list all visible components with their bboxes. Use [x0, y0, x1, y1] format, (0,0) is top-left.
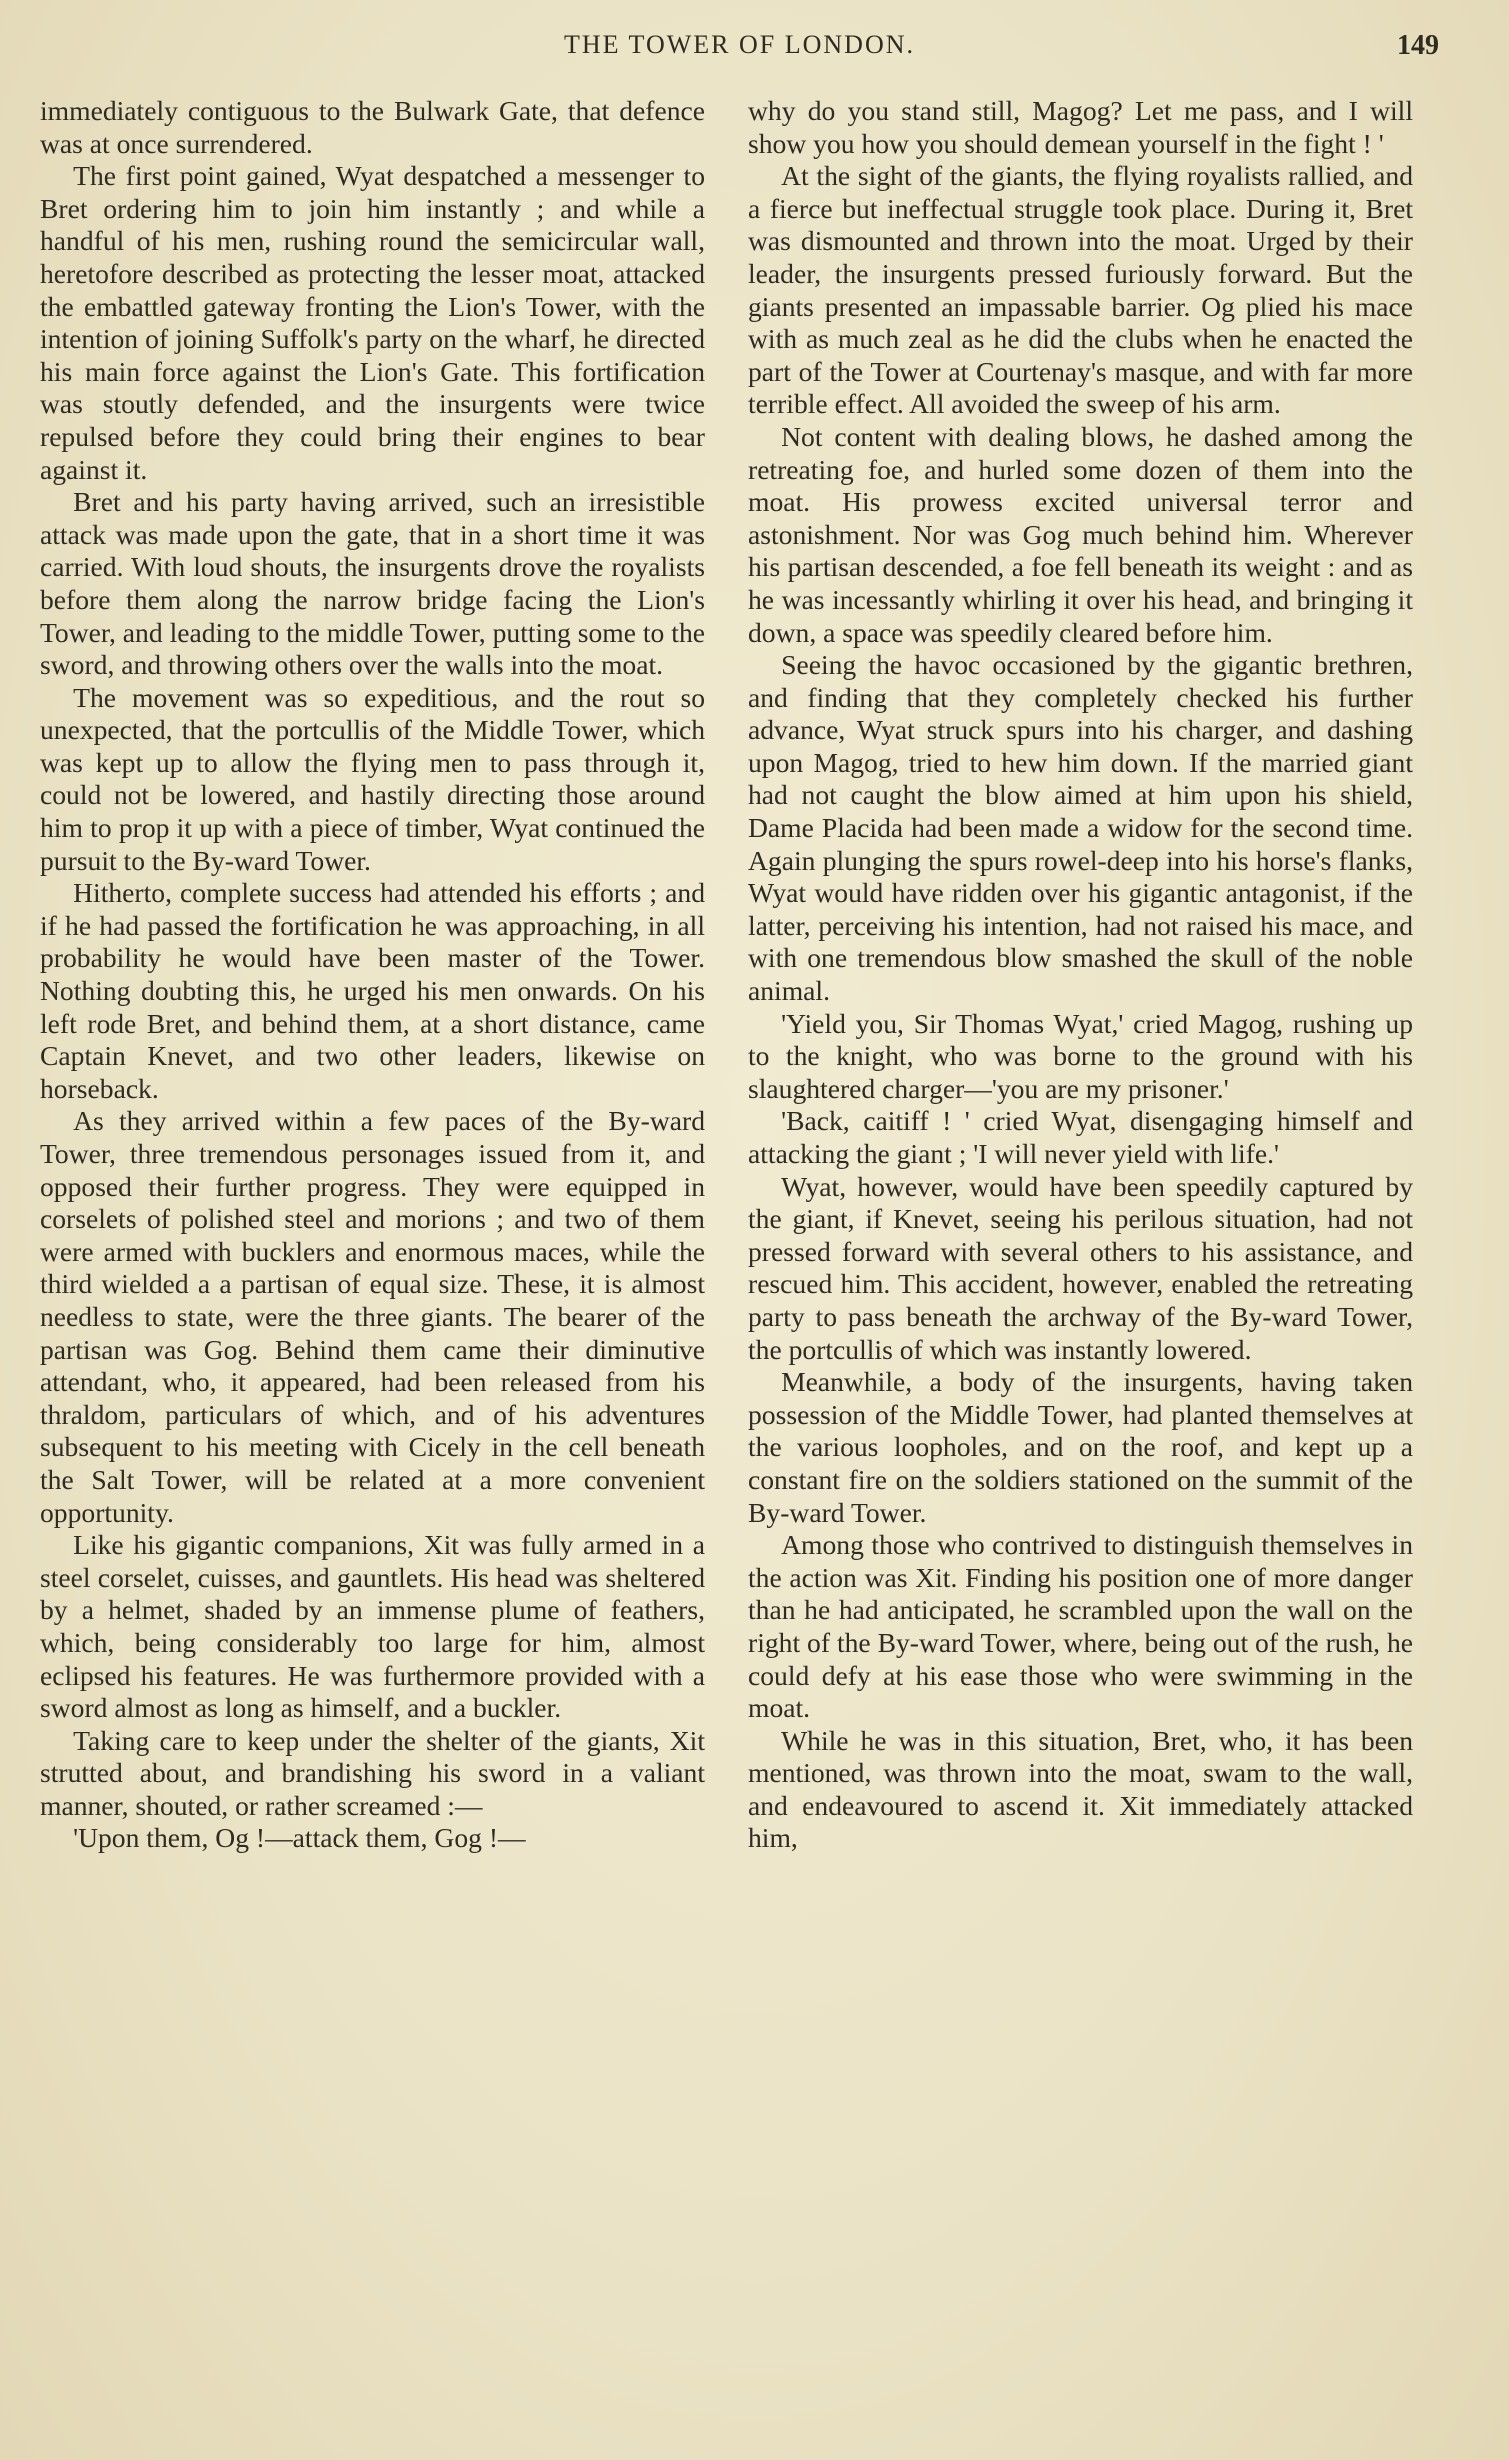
paragraph: 'Back, caitiff ! ' cried Wyat, disengaging himself and attacking the giant ; 'I will never yield with life.' [748, 1105, 1413, 1169]
paragraph: Seeing the havoc occasioned by the gigantic brethren, and finding that they completely checked his further advance, Wyat struck spurs into his charger, and dashing upon Magog, tried to hew him down. If the married giant had not caught the blow aimed at him upon his shield, Dame Placida had been made a widow for the second time. Again plunging the spurs rowel-deep into his horse's flanks, Wyat would have ridden over his gigantic antagonist, if the latter, perceiving his intention, had not raised his mace, and with one tremendous blow smashed the skull of the noble animal. [748, 649, 1413, 1007]
paragraph: Wyat, however, would have been speedily captured by the giant, if Knevet, seeing his perilous situation, had not pressed forward with several others to his assistance, and rescued him. This accident, however, enabled the retreating party to pass beneath the archway of the By-ward Tower, the portcullis of which was instantly lowered. [748, 1170, 1413, 1365]
paragraph: Like his gigantic companions, Xit was fully armed in a steel corselet, cuisses, and gauntlets. His head was sheltered by a helmet, shaded by an immense plume of feathers, which, being considerably too large for him, almost eclipsed his features. He was furthermore provided with a sword almost as long as himself, and a buckler. [40, 1529, 705, 1724]
paragraph: Meanwhile, a body of the insurgents, having taken possession of the Middle Tower, had planted themselves at the various loopholes, and on the roof, and kept up a constant fire on the soldiers stationed on the summit of the By-ward Tower. [748, 1366, 1413, 1528]
paragraph: Not content with dealing blows, he dashed among the retreating foe, and hurled some dozen of them into the moat. His prowess excited universal terror and astonishment. Nor was Gog much behind him. Wherever his partisan descended, a foe fell beneath its weight : and as he was incessantly whirling it over his head, and bringing it down, a space was speedily cleared before him. [748, 420, 1413, 648]
paragraph: 'Yield you, Sir Thomas Wyat,' cried Magog, rushing up to the knight, who was borne to the ground with his slaughtered charger—'you are my prisoner.' [748, 1007, 1413, 1104]
paragraph: 'Upon them, Og !—attack them, Gog !— [73, 1822, 526, 1854]
right-column [748, 95, 1413, 1855]
paragraph: Bret and his party having arrived, such an irresistible attack was made upon the gate, that in a short time it was carried. With loud shouts, the insurgents drove the royalists before them along the narrow bridge facing the Lion's Tower, and leading to the middle Tower, putting some to the sword, and throwing others over the walls into the moat. [40, 486, 705, 681]
paragraph: While he was in this situation, Bret, who, it has been mentioned, was thrown into the moat, swam to the wall, and endeavoured to ascend it. Xit immediately attacked him, [748, 1724, 1413, 1854]
paragraph: why do you stand still, Magog? Let me pass, and I will show you how you should demean yourself in the fight ! ' [748, 95, 1413, 159]
paragraph: Taking care to keep under the shelter of the giants, Xit strutted about, and brandishing his sword in a valiant manner, shouted, or rather screamed :— [40, 1724, 705, 1821]
page-number: 149 [1397, 30, 1439, 61]
paragraph: The first point gained, Wyat despatched a messenger to Bret ordering him to join him instantly ; and while a handful of his men, rushing round the semicircular wall, heretofore described as protecting the lesser moat, attacked the embattled gateway fronting the Lion's Tower, with the intention of joining Suffolk's party on the wharf, he directed his main force against the Lion's Gate. This fortification was stoutly defended, and the insurgents were twice repulsed before they could bring their engines to bear against it. [40, 160, 705, 485]
paragraph: Among those who contrived to distinguish themselves in the action was Xit. Finding his position one of more danger than he had anticipated, he scrambled upon the wall on the right of the By-ward Tower, where, being out of the rush, he could defy at his ease those who were swimming in the moat. [748, 1529, 1413, 1724]
paragraph: immediately contiguous to the Bulwark Gate, that defence was at once surrendered. [40, 95, 705, 159]
paragraph: The movement was so expeditious, and the rout so unexpected, that the portcullis of the Middle Tower, which was kept up to allow the flying men to pass through it, could not be lowered, and hastily directing those around him to prop it up with a piece of timber, Wyat continued the pursuit to the By-ward Tower. [40, 681, 705, 876]
page-header [40, 30, 1439, 70]
paragraph: As they arrived within a few paces of the By-ward Tower, three tremendous personages issued from it, and opposed their further progress. They were equipped in corselets of polished steel and morions ; and two of them were armed with bucklers and enormous maces, while the third wielded a a partisan of equal size. These, it is almost needless to state, were the three giants. The bearer of the partisan was Gog. Behind them came their diminutive attendant, who, it appeared, had been released from his thraldom, particulars of which, and of his adventures subsequent to his meeting with Cicely in the cell beneath the Salt Tower, will be related at a more convenient opportunity. [40, 1105, 705, 1528]
paragraph: At the sight of the giants, the flying royalists rallied, and a fierce but ineffectual struggle took place. During it, Bret was dismounted and thrown into the moat. Urged by their leader, the insurgents pressed furiously forward. But the giants presented an impassable barrier. Og plied his mace with as much zeal as he did the clubs when he enacted the part of the Tower at Courtenay's masque, and with far more terrible effect. All avoided the sweep of his arm. [748, 160, 1413, 420]
left-column [40, 95, 705, 1855]
running-title: THE TOWER OF LONDON. [563, 30, 916, 59]
paragraph: Hitherto, complete success had attended his efforts ; and if he had passed the fortification he was approaching, in all probability he would have been master of the Tower. Nothing doubting this, he urged his men onwards. On his left rode Bret, and behind them, at a short distance, came Captain Knevet, and two other leaders, likewise on horseback. [40, 877, 705, 1104]
